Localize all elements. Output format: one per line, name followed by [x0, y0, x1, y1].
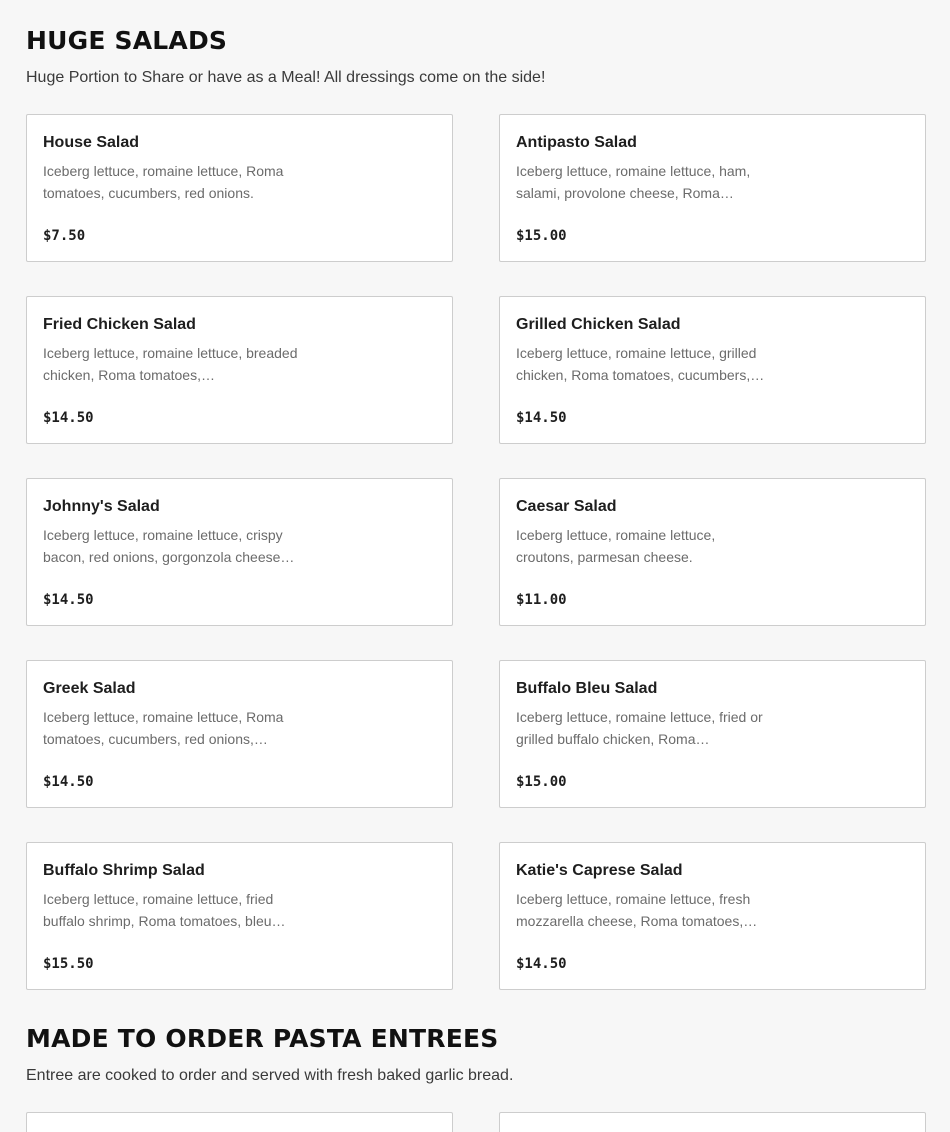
menu-item-price: $14.50: [43, 410, 94, 426]
menu-item-name: Johnny's Salad: [43, 498, 160, 515]
menu-item-price: $14.50: [516, 410, 567, 426]
menu-item-name: House Salad: [43, 134, 140, 151]
menu-item-description: Iceberg lettuce, romaine lettuce, fresh mozzarella cheese, Roma tomatoes,…: [516, 891, 758, 929]
menu-item-card[interactable]: [499, 478, 926, 626]
pasta-section-subtitle: Entree are cooked to order and served with fresh baked garlic bread.: [26, 1067, 514, 1084]
pasta-section-title: MADE TO ORDER PASTA ENTREES: [26, 1024, 499, 1053]
menu-item-description: Iceberg lettuce, romaine lettuce, Roma tomatoes, cucumbers, red onions.: [43, 163, 284, 201]
menu-item-name: Grilled Chicken Salad: [516, 316, 681, 333]
menu-item-description: Iceberg lettuce, romaine lettuce, crispy bacon, red onions, gorgonzola cheese…: [43, 527, 295, 565]
menu-item-card[interactable]: [26, 478, 453, 626]
menu-item-price: $14.50: [43, 592, 94, 608]
menu-item-price: $7.50: [43, 228, 86, 244]
menu-item-name: Katie's Caprese Salad: [516, 862, 683, 879]
menu-item-card[interactable]: [499, 660, 926, 808]
menu-item-price: $14.50: [516, 956, 567, 972]
menu-item-name: Antipasto Salad: [516, 134, 637, 151]
menu-item-description: Iceberg lettuce, romaine lettuce, Roma tomatoes, cucumbers, red onions,…: [43, 709, 284, 747]
menu-item-card[interactable]: [26, 842, 453, 990]
salads-section-title: HUGE SALADS: [26, 26, 228, 55]
menu-item-card[interactable]: [499, 296, 926, 444]
menu-item-description: Iceberg lettuce, romaine lettuce, fried buffalo shrimp, Roma tomatoes, bleu…: [43, 891, 286, 929]
menu-item-price: $14.50: [43, 774, 94, 790]
menu-item-name: Caesar Salad: [516, 498, 617, 515]
menu-item-name: Fried Chicken Salad: [43, 316, 196, 333]
menu-item-description: Iceberg lettuce, romaine lettuce, croutons, parmesan cheese.: [516, 527, 716, 565]
menu-item-price: $15.00: [516, 774, 567, 790]
menu-item-price: $11.00: [516, 592, 567, 608]
menu-item-card[interactable]: [499, 842, 926, 990]
menu-item-name: Buffalo Bleu Salad: [516, 680, 658, 697]
menu-item-card[interactable]: [26, 296, 453, 444]
menu-item-card[interactable]: [499, 1112, 926, 1132]
menu-item-card[interactable]: [499, 114, 926, 262]
menu-item-card[interactable]: [26, 1112, 453, 1132]
menu-item-description: Iceberg lettuce, romaine lettuce, fried or grilled buffalo chicken, Roma…: [516, 709, 763, 747]
pasta-section: [26, 1024, 928, 1087]
menu-item-description: Iceberg lettuce, romaine lettuce, breaded chicken, Roma tomatoes,…: [43, 345, 298, 383]
menu-item-name: Buffalo Shrimp Salad: [43, 862, 205, 879]
menu-item-description: Iceberg lettuce, romaine lettuce, ham, salami, provolone cheese, Roma…: [516, 163, 751, 201]
menu-item-name: Greek Salad: [43, 680, 136, 697]
menu-item-description: Iceberg lettuce, romaine lettuce, grilled chicken, Roma tomatoes, cucumbers,…: [516, 345, 765, 383]
salads-section-subtitle: Huge Portion to Share or have as a Meal! All dressings come on the side!: [26, 69, 546, 86]
menu-item-price: $15.50: [43, 956, 94, 972]
menu-item-price: $15.00: [516, 228, 567, 244]
menu-item-card[interactable]: [26, 114, 453, 262]
salads-section: [26, 26, 928, 89]
menu-item-card[interactable]: [26, 660, 453, 808]
